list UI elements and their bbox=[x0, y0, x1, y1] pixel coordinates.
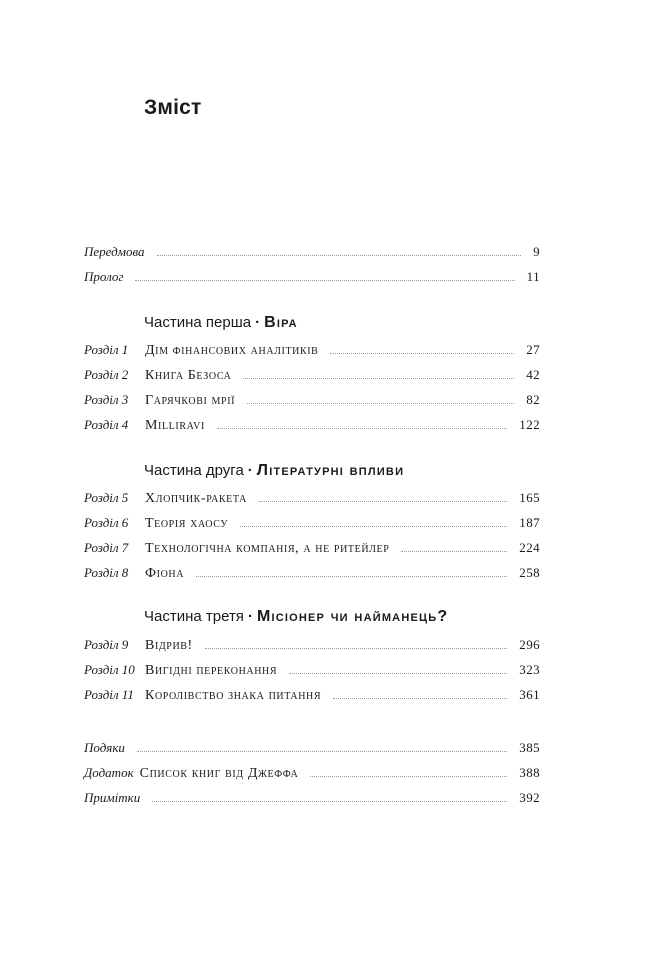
page-number: 187 bbox=[519, 515, 540, 530]
chapter-title: Фіона bbox=[145, 566, 185, 581]
chapter-title: Дім фінансових аналітиків bbox=[145, 343, 319, 358]
page-number: 11 bbox=[526, 269, 540, 284]
toc-entry[interactable] bbox=[84, 490, 540, 510]
entry-label: Подяки bbox=[84, 740, 125, 755]
dot-leader bbox=[330, 353, 514, 354]
toc-entry[interactable] bbox=[84, 637, 540, 657]
toc-entry[interactable] bbox=[84, 269, 540, 289]
chapter-title: Хлопчик-ракета bbox=[145, 491, 247, 506]
dot-leader bbox=[152, 801, 507, 802]
chapter-label: Розділ 4 bbox=[84, 417, 129, 432]
dot-leader bbox=[243, 378, 514, 379]
page-number: 258 bbox=[519, 565, 540, 580]
chapter-label: Розділ 8 bbox=[84, 565, 129, 580]
page-number: 385 bbox=[519, 740, 540, 755]
part-prefix: Частина третя bbox=[144, 608, 244, 625]
entry-label: Пролог bbox=[84, 269, 124, 284]
part-heading bbox=[144, 314, 298, 338]
entry-label: Передмова bbox=[84, 244, 145, 259]
dot-leader bbox=[196, 576, 507, 577]
toc-entry[interactable] bbox=[84, 244, 540, 264]
chapter-label: Розділ 11 bbox=[84, 687, 134, 702]
dot-leader bbox=[310, 776, 507, 777]
toc-entry[interactable] bbox=[84, 565, 540, 585]
page-number: 388 bbox=[519, 765, 540, 780]
toc-entry[interactable] bbox=[84, 417, 540, 437]
toc-entry[interactable] bbox=[84, 662, 540, 682]
page-number: 122 bbox=[519, 417, 540, 432]
toc-entry[interactable] bbox=[84, 540, 540, 560]
dot-leader bbox=[247, 403, 514, 404]
part-prefix: Частина друга bbox=[144, 462, 244, 479]
entry-title: Список книг від Джеффа bbox=[139, 766, 299, 781]
part-heading bbox=[144, 462, 404, 486]
toc-entry[interactable] bbox=[84, 765, 540, 785]
dot-leader bbox=[259, 501, 507, 502]
chapter-label: Розділ 6 bbox=[84, 515, 129, 530]
toc-entry[interactable] bbox=[84, 367, 540, 387]
page-number: 165 bbox=[519, 490, 540, 505]
toc-entry[interactable] bbox=[84, 515, 540, 535]
chapter-title: Гарячкові мрії bbox=[145, 393, 236, 408]
chapter-label: Розділ 7 bbox=[84, 540, 129, 555]
page-number: 9 bbox=[533, 244, 540, 259]
chapter-label: Розділ 1 bbox=[84, 342, 129, 357]
page-number: 224 bbox=[519, 540, 540, 555]
toc-entry[interactable] bbox=[84, 687, 540, 707]
toc-entry[interactable] bbox=[84, 790, 540, 810]
entry-label: Примітки bbox=[84, 790, 141, 805]
dot-leader bbox=[217, 428, 507, 429]
toc-entry[interactable] bbox=[84, 342, 540, 362]
chapter-title: Відрив! bbox=[145, 638, 193, 653]
page-number: 296 bbox=[519, 637, 540, 652]
chapter-label: Розділ 5 bbox=[84, 490, 129, 505]
dot-leader bbox=[240, 526, 507, 527]
page-number: 82 bbox=[526, 392, 540, 407]
dot-leader bbox=[333, 698, 507, 699]
chapter-title: Королівство знака питання bbox=[145, 688, 322, 703]
part-separator: · bbox=[247, 608, 253, 625]
part-separator: · bbox=[255, 314, 261, 331]
dot-leader bbox=[205, 648, 507, 649]
part-separator: · bbox=[247, 462, 253, 479]
part-name: Літературні впливи bbox=[256, 462, 405, 479]
entry-label: Додаток bbox=[84, 765, 134, 780]
part-name: Віра bbox=[264, 314, 298, 331]
chapter-title: Теорія хаосу bbox=[145, 516, 229, 531]
toc-entry[interactable] bbox=[84, 740, 540, 760]
chapter-title: Milliravi bbox=[145, 418, 205, 433]
page-number: 392 bbox=[519, 790, 540, 805]
page-number: 361 bbox=[519, 687, 540, 702]
chapter-title: Технологічна компанія, а не ритейлер bbox=[145, 541, 390, 556]
chapter-label: Розділ 2 bbox=[84, 367, 129, 382]
dot-leader bbox=[135, 280, 514, 281]
dot-leader bbox=[401, 551, 507, 552]
part-heading bbox=[144, 608, 448, 632]
page-number: 27 bbox=[526, 342, 540, 357]
part-prefix: Частина перша bbox=[144, 314, 252, 331]
dot-leader bbox=[137, 751, 507, 752]
dot-leader bbox=[289, 673, 507, 674]
page-title: Зміст bbox=[144, 96, 202, 119]
chapter-title: Книга Безоса bbox=[145, 368, 232, 383]
dot-leader bbox=[157, 255, 522, 256]
page-number: 323 bbox=[519, 662, 540, 677]
toc-entry[interactable] bbox=[84, 392, 540, 412]
part-name: Місіонер чи найманець? bbox=[256, 608, 449, 625]
chapter-label: Розділ 9 bbox=[84, 637, 129, 652]
chapter-label: Розділ 10 bbox=[84, 662, 135, 677]
chapter-label: Розділ 3 bbox=[84, 392, 129, 407]
page-number: 42 bbox=[526, 367, 540, 382]
chapter-title: Вигідні переконання bbox=[145, 663, 278, 678]
